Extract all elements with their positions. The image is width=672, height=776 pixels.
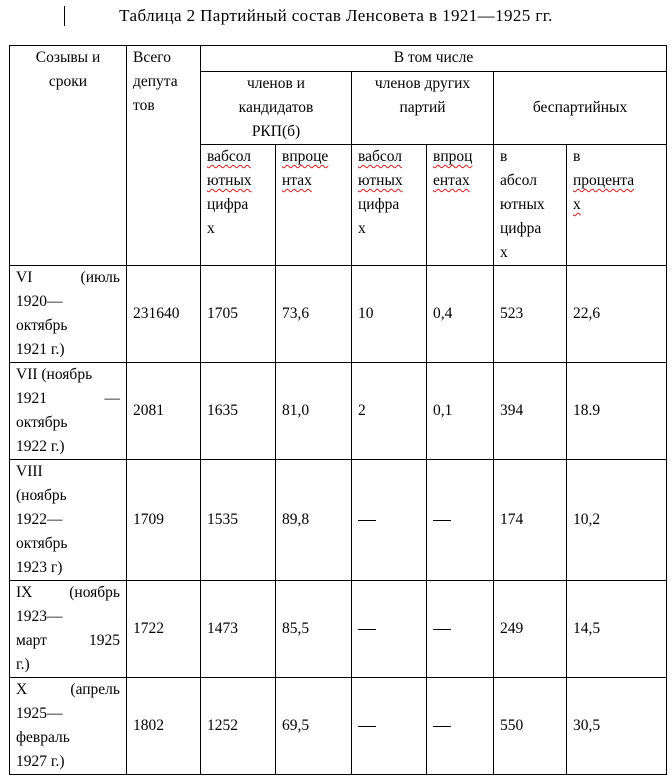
period-cell: VIII (ноябрь 1922— октябрь 1923 г): [10, 460, 127, 581]
header-rkp-percent: впроце нтах: [276, 145, 352, 266]
rkp-pct-cell: 89,8: [276, 460, 352, 581]
table-caption: Таблица 2 Партийный состав Ленсовета в 1921—1925 гг.: [119, 6, 553, 25]
other-abs-cell: 2: [352, 363, 427, 460]
np-abs-cell: 394: [494, 363, 567, 460]
text-cursor: [64, 6, 65, 26]
rkp-abs-cell: 1473: [201, 581, 276, 678]
period-cell: X (апрель 1925— февраль 1927 г.): [10, 678, 127, 775]
rkp-abs-cell: 1535: [201, 460, 276, 581]
em-dash: [433, 629, 451, 630]
em-dash: [358, 520, 376, 521]
np-pct-cell: 30,5: [567, 678, 667, 775]
header-rkp-members: членов и кандидатов РКП(б): [201, 72, 352, 145]
em-dash: [433, 520, 451, 521]
header-rkp-absolute: вабсол ютных цифра х: [201, 145, 276, 266]
header-nonparty-percent: в процента х: [567, 145, 667, 266]
period-cell: VII (ноябрь 1921 — октябрь 1922 г.): [10, 363, 127, 460]
total-cell: 1802: [127, 678, 201, 775]
np-abs-cell: 523: [494, 266, 567, 363]
np-pct-cell: 14,5: [567, 581, 667, 678]
rkp-pct-cell: 81,0: [276, 363, 352, 460]
header-other-absolute: вабсол ютных цифра х: [352, 145, 427, 266]
other-pct-cell: [427, 581, 494, 678]
em-dash: [433, 726, 451, 727]
rkp-abs-cell: 1705: [201, 266, 276, 363]
rkp-pct-cell: 85,5: [276, 581, 352, 678]
header-nonparty: беспартийных: [494, 72, 667, 145]
np-pct-cell: 10,2: [567, 460, 667, 581]
total-cell: 1722: [127, 581, 201, 678]
header-other-parties: членов других партий: [352, 72, 494, 145]
np-pct-cell: 22,6: [567, 266, 667, 363]
table-row: [10, 460, 667, 581]
period-cell: IX (ноябрь 1923— март 1925 г.): [10, 581, 127, 678]
table-row: [10, 678, 667, 775]
np-abs-cell: 550: [494, 678, 567, 775]
rkp-abs-cell: 1635: [201, 363, 276, 460]
rkp-pct-cell: 73,6: [276, 266, 352, 363]
table-row: [10, 363, 667, 460]
party-composition-table: [9, 45, 667, 775]
other-abs-cell: 10: [352, 266, 427, 363]
header-convocations: Созывы и сроки: [10, 46, 127, 266]
table-row: [10, 581, 667, 678]
other-abs-cell: [352, 581, 427, 678]
em-dash: [358, 726, 376, 727]
total-cell: 2081: [127, 363, 201, 460]
total-cell: 1709: [127, 460, 201, 581]
header-other-percent: впроц ентах: [427, 145, 494, 266]
rkp-pct-cell: 69,5: [276, 678, 352, 775]
header-nonparty-absolute: в абсол ютных цифра х: [494, 145, 567, 266]
total-cell: 231640: [127, 266, 201, 363]
other-abs-cell: [352, 678, 427, 775]
em-dash: [358, 629, 376, 630]
other-abs-cell: [352, 460, 427, 581]
table-row: [10, 266, 667, 363]
np-abs-cell: 249: [494, 581, 567, 678]
header-including: В том числе: [201, 46, 667, 72]
other-pct-cell: 0,4: [427, 266, 494, 363]
other-pct-cell: 0,1: [427, 363, 494, 460]
other-pct-cell: [427, 678, 494, 775]
period-cell: VI (июль 1920— октябрь 1921 г.): [10, 266, 127, 363]
header-total-deputies: Всего депута тов: [127, 46, 201, 266]
np-pct-cell: 18.9: [567, 363, 667, 460]
rkp-abs-cell: 1252: [201, 678, 276, 775]
np-abs-cell: 174: [494, 460, 567, 581]
other-pct-cell: [427, 460, 494, 581]
